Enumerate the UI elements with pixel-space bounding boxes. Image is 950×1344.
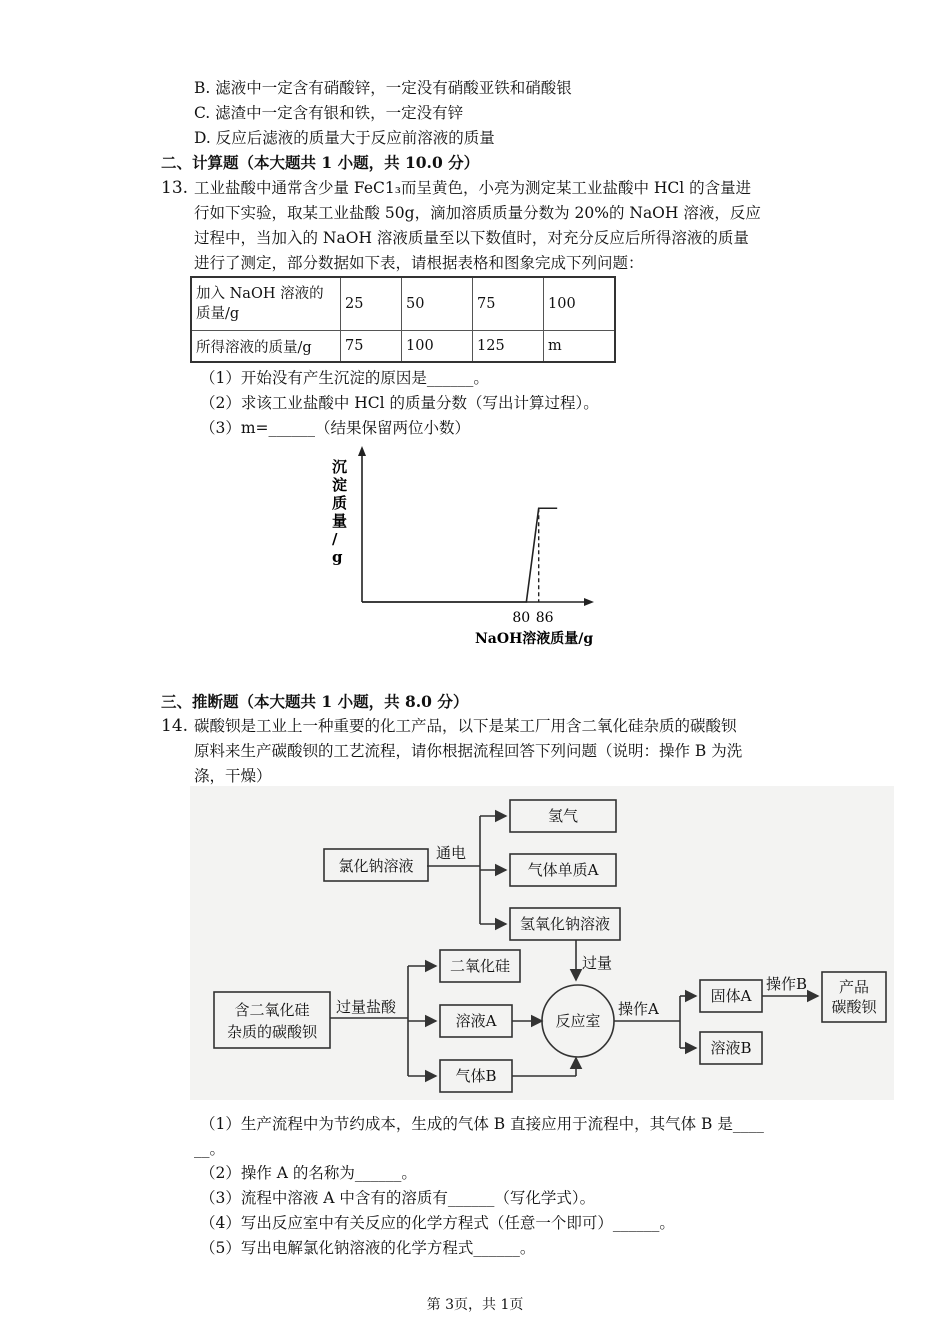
x-tick-label: 80 — [512, 610, 531, 626]
table-cell: 75 — [341, 331, 402, 363]
x-tick-label: 86 — [535, 610, 554, 626]
flow-text: 反应室 — [555, 1012, 601, 1030]
flow-text: 氯化钠溶液 — [338, 857, 414, 875]
flow-text: 过量盐酸 — [336, 998, 397, 1016]
y-axis-label-char: 淀 — [332, 476, 348, 494]
flow-text: 操作A — [618, 1000, 659, 1018]
y-axis-label-char: 量 — [332, 512, 348, 530]
q14-subquestion: （3）流程中溶液 A 中含有的溶质有______（写化学式）。 — [200, 1189, 596, 1207]
table-cell: 100 — [544, 277, 616, 331]
x-axis-arrow — [584, 598, 594, 606]
flow-text: 通电 — [436, 844, 467, 862]
flow-text: 溶液B — [710, 1039, 752, 1057]
q14-number: 14. — [161, 716, 189, 736]
q13-stem-line: 工业盐酸中通常含少量 FeC1₃而呈黄色，小亮为测定某工业盐酸中 HCl 的含量进 — [194, 179, 752, 197]
flow-text: 操作B — [766, 975, 808, 993]
q14-subquestion: （2）操作 A 的名称为______。 — [200, 1164, 417, 1182]
section-3-title: 三、推断题（本大题共 1 小题，共 8.0 分） — [161, 692, 469, 711]
flow-text: 过量 — [582, 954, 613, 972]
flow-text: 杂质的碳酸钡 — [226, 1023, 318, 1041]
flow-text: 二氧化硅 — [449, 957, 511, 975]
table-row-label: 所得溶液的质量/g — [191, 331, 341, 363]
q12-option-c: C. 滤渣中一定含有银和铁，一定没有锌 — [194, 104, 464, 122]
table-row-label — [191, 277, 341, 331]
y-axis-label — [332, 458, 347, 566]
table-cell: 25 — [341, 277, 402, 331]
row-label-line: 加入 NaOH 溶液的 — [196, 286, 324, 302]
table-cell: 125 — [473, 331, 544, 363]
y-axis-label-char: 质 — [332, 494, 348, 512]
q13-data-table — [190, 276, 616, 363]
section-2-title: 二、计算题（本大题共 1 小题，共 10.0 分） — [161, 153, 480, 172]
q13-number: 13. — [161, 178, 189, 198]
q14-subquestion: __。 — [194, 1140, 226, 1158]
q14-subquestion: （4）写出反应室中有关反应的化学方程式（任意一个即可）______。 — [200, 1214, 675, 1232]
flow-text: 溶液A — [455, 1012, 497, 1030]
q12-option-d: D. 反应后滤液的质量大于反应前溶液的质量 — [194, 129, 495, 147]
table-cell: 50 — [402, 277, 473, 331]
flow-text: 气体单质A — [527, 861, 599, 879]
process-flow-diagram — [190, 786, 894, 1100]
table-row — [191, 331, 615, 363]
q13-stem-line: 行如下实验，取某工业盐酸 50g，滴加溶质质量分数为 20%的 NaOH 溶液，反应 — [194, 204, 761, 222]
q13-subquestion: （1）开始没有产生沉淀的原因是______。 — [200, 369, 489, 387]
q13-stem-line: 过程中，当加入的 NaOH 溶液质量至以下数值时，对充分反应后所得溶液的质量 — [194, 229, 749, 247]
x-axis-label: NaOH溶液质量/g — [475, 631, 594, 647]
y-axis-arrow — [358, 446, 366, 456]
flow-text: 固体A — [710, 987, 752, 1005]
table-cell: 100 — [402, 331, 473, 363]
flow-text: 产品 — [838, 978, 870, 996]
flow-text: 碳酸钡 — [831, 998, 877, 1016]
y-axis-label-char: 沉 — [332, 458, 348, 476]
q13-subquestion: （2）求该工业盐酸中 HCl 的质量分数（写出计算过程）。 — [200, 394, 599, 412]
y-axis-label-char: / — [332, 530, 338, 548]
flow-text: 气体B — [455, 1067, 497, 1085]
q13-subquestion: （3）m=______（结果保留两位小数） — [200, 419, 471, 437]
page-footer: 第 3页，共 1页 — [426, 1297, 524, 1313]
precipitate-chart — [320, 440, 620, 655]
q14-stem-line: 涤，干燥） — [194, 767, 272, 785]
precipitate-line — [362, 508, 557, 602]
flow-text: 含二氧化硅 — [234, 1001, 310, 1019]
table-row — [191, 277, 615, 331]
q12-option-b: B. 滤液中一定含有硝酸锌，一定没有硝酸亚铁和硝酸银 — [194, 79, 572, 97]
table-cell: 75 — [473, 277, 544, 331]
q14-subquestion: （1）生产流程中为节约成本，生成的气体 B 直接应用于流程中，其气体 B 是____ — [200, 1115, 764, 1133]
row-label-line: 质量/g — [196, 306, 240, 322]
table-cell: m — [544, 331, 616, 363]
flow-text: 氢氧化钠溶液 — [519, 915, 611, 933]
y-axis-label-char: g — [332, 548, 343, 566]
flow-text: 氢气 — [547, 807, 579, 825]
q14-subquestion: （5）写出电解氯化钠溶液的化学方程式______。 — [200, 1239, 536, 1257]
q13-stem-line: 进行了测定，部分数据如下表，请根据表格和图象完成下列问题： — [194, 254, 644, 272]
q14-stem-line: 原料来生产碳酸钡的工艺流程，请你根据流程回答下列问题（说明：操作 B 为洗 — [194, 742, 743, 760]
q14-stem-line: 碳酸钡是工业上一种重要的化工产品，以下是某工厂用含二氧化硅杂质的碳酸钡 — [194, 717, 737, 735]
